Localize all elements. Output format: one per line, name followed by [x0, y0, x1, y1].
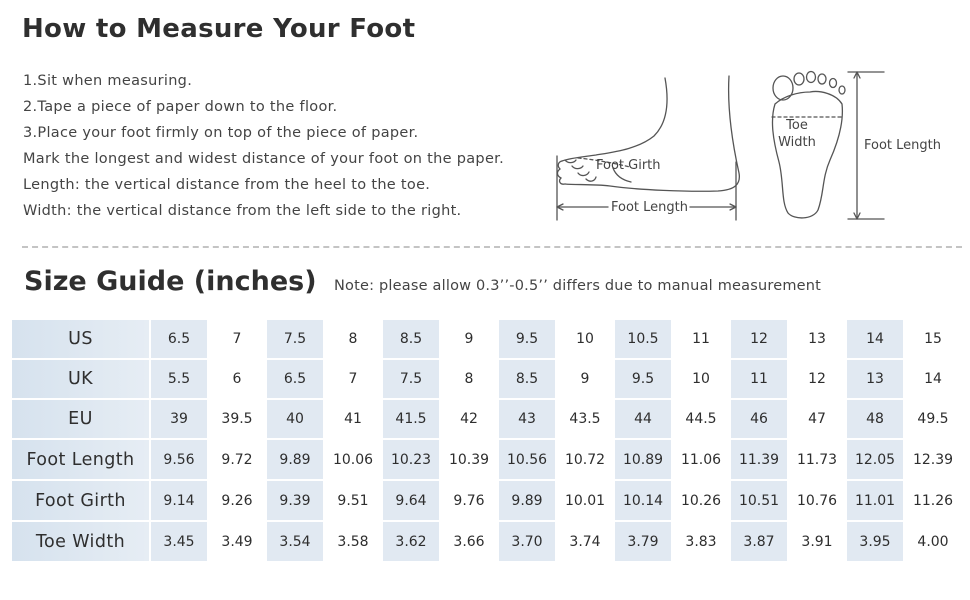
instruction-line: Width: the vertical distance from the left side to the right. [23, 203, 462, 219]
size-cell: 14 [847, 320, 903, 358]
size-cell: 43 [499, 400, 555, 438]
size-cell: 8 [325, 320, 381, 358]
size-cell: 8 [441, 360, 497, 398]
size-cell: 39 [151, 400, 207, 438]
size-cell: 10.14 [615, 481, 671, 520]
size-cell: 9.89 [267, 440, 323, 479]
row-header: Toe Width [12, 522, 149, 561]
foot-length-top-label: Foot Length [864, 138, 941, 153]
size-cell: 3.83 [673, 522, 729, 561]
size-cell: 7 [325, 360, 381, 398]
size-cell: 3.66 [441, 522, 497, 561]
size-cell: 4.00 [905, 522, 961, 561]
size-cell: 13 [847, 360, 903, 398]
size-cell: 10.56 [499, 440, 555, 479]
size-cell: 3.74 [557, 522, 613, 561]
size-cell: 9.5 [615, 360, 671, 398]
size-cell: 6.5 [267, 360, 323, 398]
size-chart-table [10, 318, 963, 563]
size-cell: 43.5 [557, 400, 613, 438]
instruction-line: Length: the vertical distance from the heel to the toe. [23, 177, 431, 193]
size-cell: 15 [905, 320, 961, 358]
row-header: EU [12, 400, 149, 438]
size-cell: 5.5 [151, 360, 207, 398]
row-header: Foot Length [12, 440, 149, 479]
size-cell: 9 [441, 320, 497, 358]
size-cell: 3.54 [267, 522, 323, 561]
size-cell: 11.39 [731, 440, 787, 479]
size-cell: 7.5 [383, 360, 439, 398]
size-cell: 10.76 [789, 481, 845, 520]
size-cell: 7.5 [267, 320, 323, 358]
size-cell: 9.56 [151, 440, 207, 479]
size-cell: 41 [325, 400, 381, 438]
size-cell: 39.5 [209, 400, 265, 438]
size-cell: 9.39 [267, 481, 323, 520]
page-title: How to Measure Your Foot [22, 14, 416, 44]
foot-length-side-label: Foot Length [611, 200, 688, 215]
size-cell: 44 [615, 400, 671, 438]
size-cell: 49.5 [905, 400, 961, 438]
size-cell: 6 [209, 360, 265, 398]
row-header: US [12, 320, 149, 358]
size-cell: 3.45 [151, 522, 207, 561]
instruction-line: Mark the longest and widest distance of your foot on the paper. [23, 151, 505, 167]
size-cell: 14 [905, 360, 961, 398]
row-header: Foot Girth [12, 481, 149, 520]
size-cell: 3.91 [789, 522, 845, 561]
size-guide-note: Note: please allow 0.3’’-0.5’’ differs due to manual measurement [333, 278, 822, 294]
size-cell: 3.87 [731, 522, 787, 561]
size-cell: 10.01 [557, 481, 613, 520]
size-cell: 10 [557, 320, 613, 358]
size-cell: 10.39 [441, 440, 497, 479]
size-guide-heading [24, 266, 821, 297]
size-cell: 10.89 [615, 440, 671, 479]
size-cell: 9.64 [383, 481, 439, 520]
width-label: Width [778, 135, 816, 150]
size-cell: 9 [557, 360, 613, 398]
size-cell: 11.01 [847, 481, 903, 520]
size-cell: 11 [731, 360, 787, 398]
size-row [12, 522, 961, 561]
size-cell: 40 [267, 400, 323, 438]
size-cell: 10.5 [615, 320, 671, 358]
size-cell: 7 [209, 320, 265, 358]
size-cell: 44.5 [673, 400, 729, 438]
size-cell: 11.26 [905, 481, 961, 520]
size-cell: 11.06 [673, 440, 729, 479]
size-cell: 48 [847, 400, 903, 438]
foot-girth-label: Foot Girth [596, 158, 661, 173]
size-cell: 42 [441, 400, 497, 438]
size-cell: 3.95 [847, 522, 903, 561]
size-cell: 9.14 [151, 481, 207, 520]
row-header: UK [12, 360, 149, 398]
size-cell: 10.26 [673, 481, 729, 520]
size-cell: 9.72 [209, 440, 265, 479]
size-cell: 11.73 [789, 440, 845, 479]
size-cell: 9.51 [325, 481, 381, 520]
foot-measurement-illustration [548, 70, 958, 228]
instruction-line: 2.Tape a piece of paper down to the floor. [23, 99, 338, 115]
size-cell: 3.79 [615, 522, 671, 561]
size-row [12, 360, 961, 398]
size-cell: 12 [731, 320, 787, 358]
side-foot-icon [557, 76, 739, 191]
size-guide-title: Size Guide (inches) [24, 266, 317, 297]
size-row [12, 481, 961, 520]
size-cell: 3.58 [325, 522, 381, 561]
size-cell: 11 [673, 320, 729, 358]
size-cell: 9.5 [499, 320, 555, 358]
size-cell: 10 [673, 360, 729, 398]
instruction-line: 3.Place your foot firmly on top of the piece of paper. [23, 125, 419, 141]
measuring-instructions [23, 68, 504, 224]
size-cell: 10.51 [731, 481, 787, 520]
size-cell: 9.76 [441, 481, 497, 520]
size-cell: 3.62 [383, 522, 439, 561]
instruction-line: 1.Sit when measuring. [23, 73, 193, 89]
size-cell: 8.5 [499, 360, 555, 398]
size-cell: 6.5 [151, 320, 207, 358]
size-cell: 10.23 [383, 440, 439, 479]
size-cell: 12 [789, 360, 845, 398]
toe-label: Toe [786, 118, 808, 133]
size-cell: 13 [789, 320, 845, 358]
size-cell: 10.06 [325, 440, 381, 479]
size-cell: 9.26 [209, 481, 265, 520]
dashed-divider [22, 246, 962, 248]
size-cell: 46 [731, 400, 787, 438]
size-row [12, 400, 961, 438]
size-cell: 9.89 [499, 481, 555, 520]
size-cell: 10.72 [557, 440, 613, 479]
size-row [12, 440, 961, 479]
size-cell: 8.5 [383, 320, 439, 358]
size-cell: 3.70 [499, 522, 555, 561]
size-cell: 12.39 [905, 440, 961, 479]
size-row [12, 320, 961, 358]
size-cell: 41.5 [383, 400, 439, 438]
size-cell: 12.05 [847, 440, 903, 479]
size-cell: 3.49 [209, 522, 265, 561]
size-cell: 47 [789, 400, 845, 438]
